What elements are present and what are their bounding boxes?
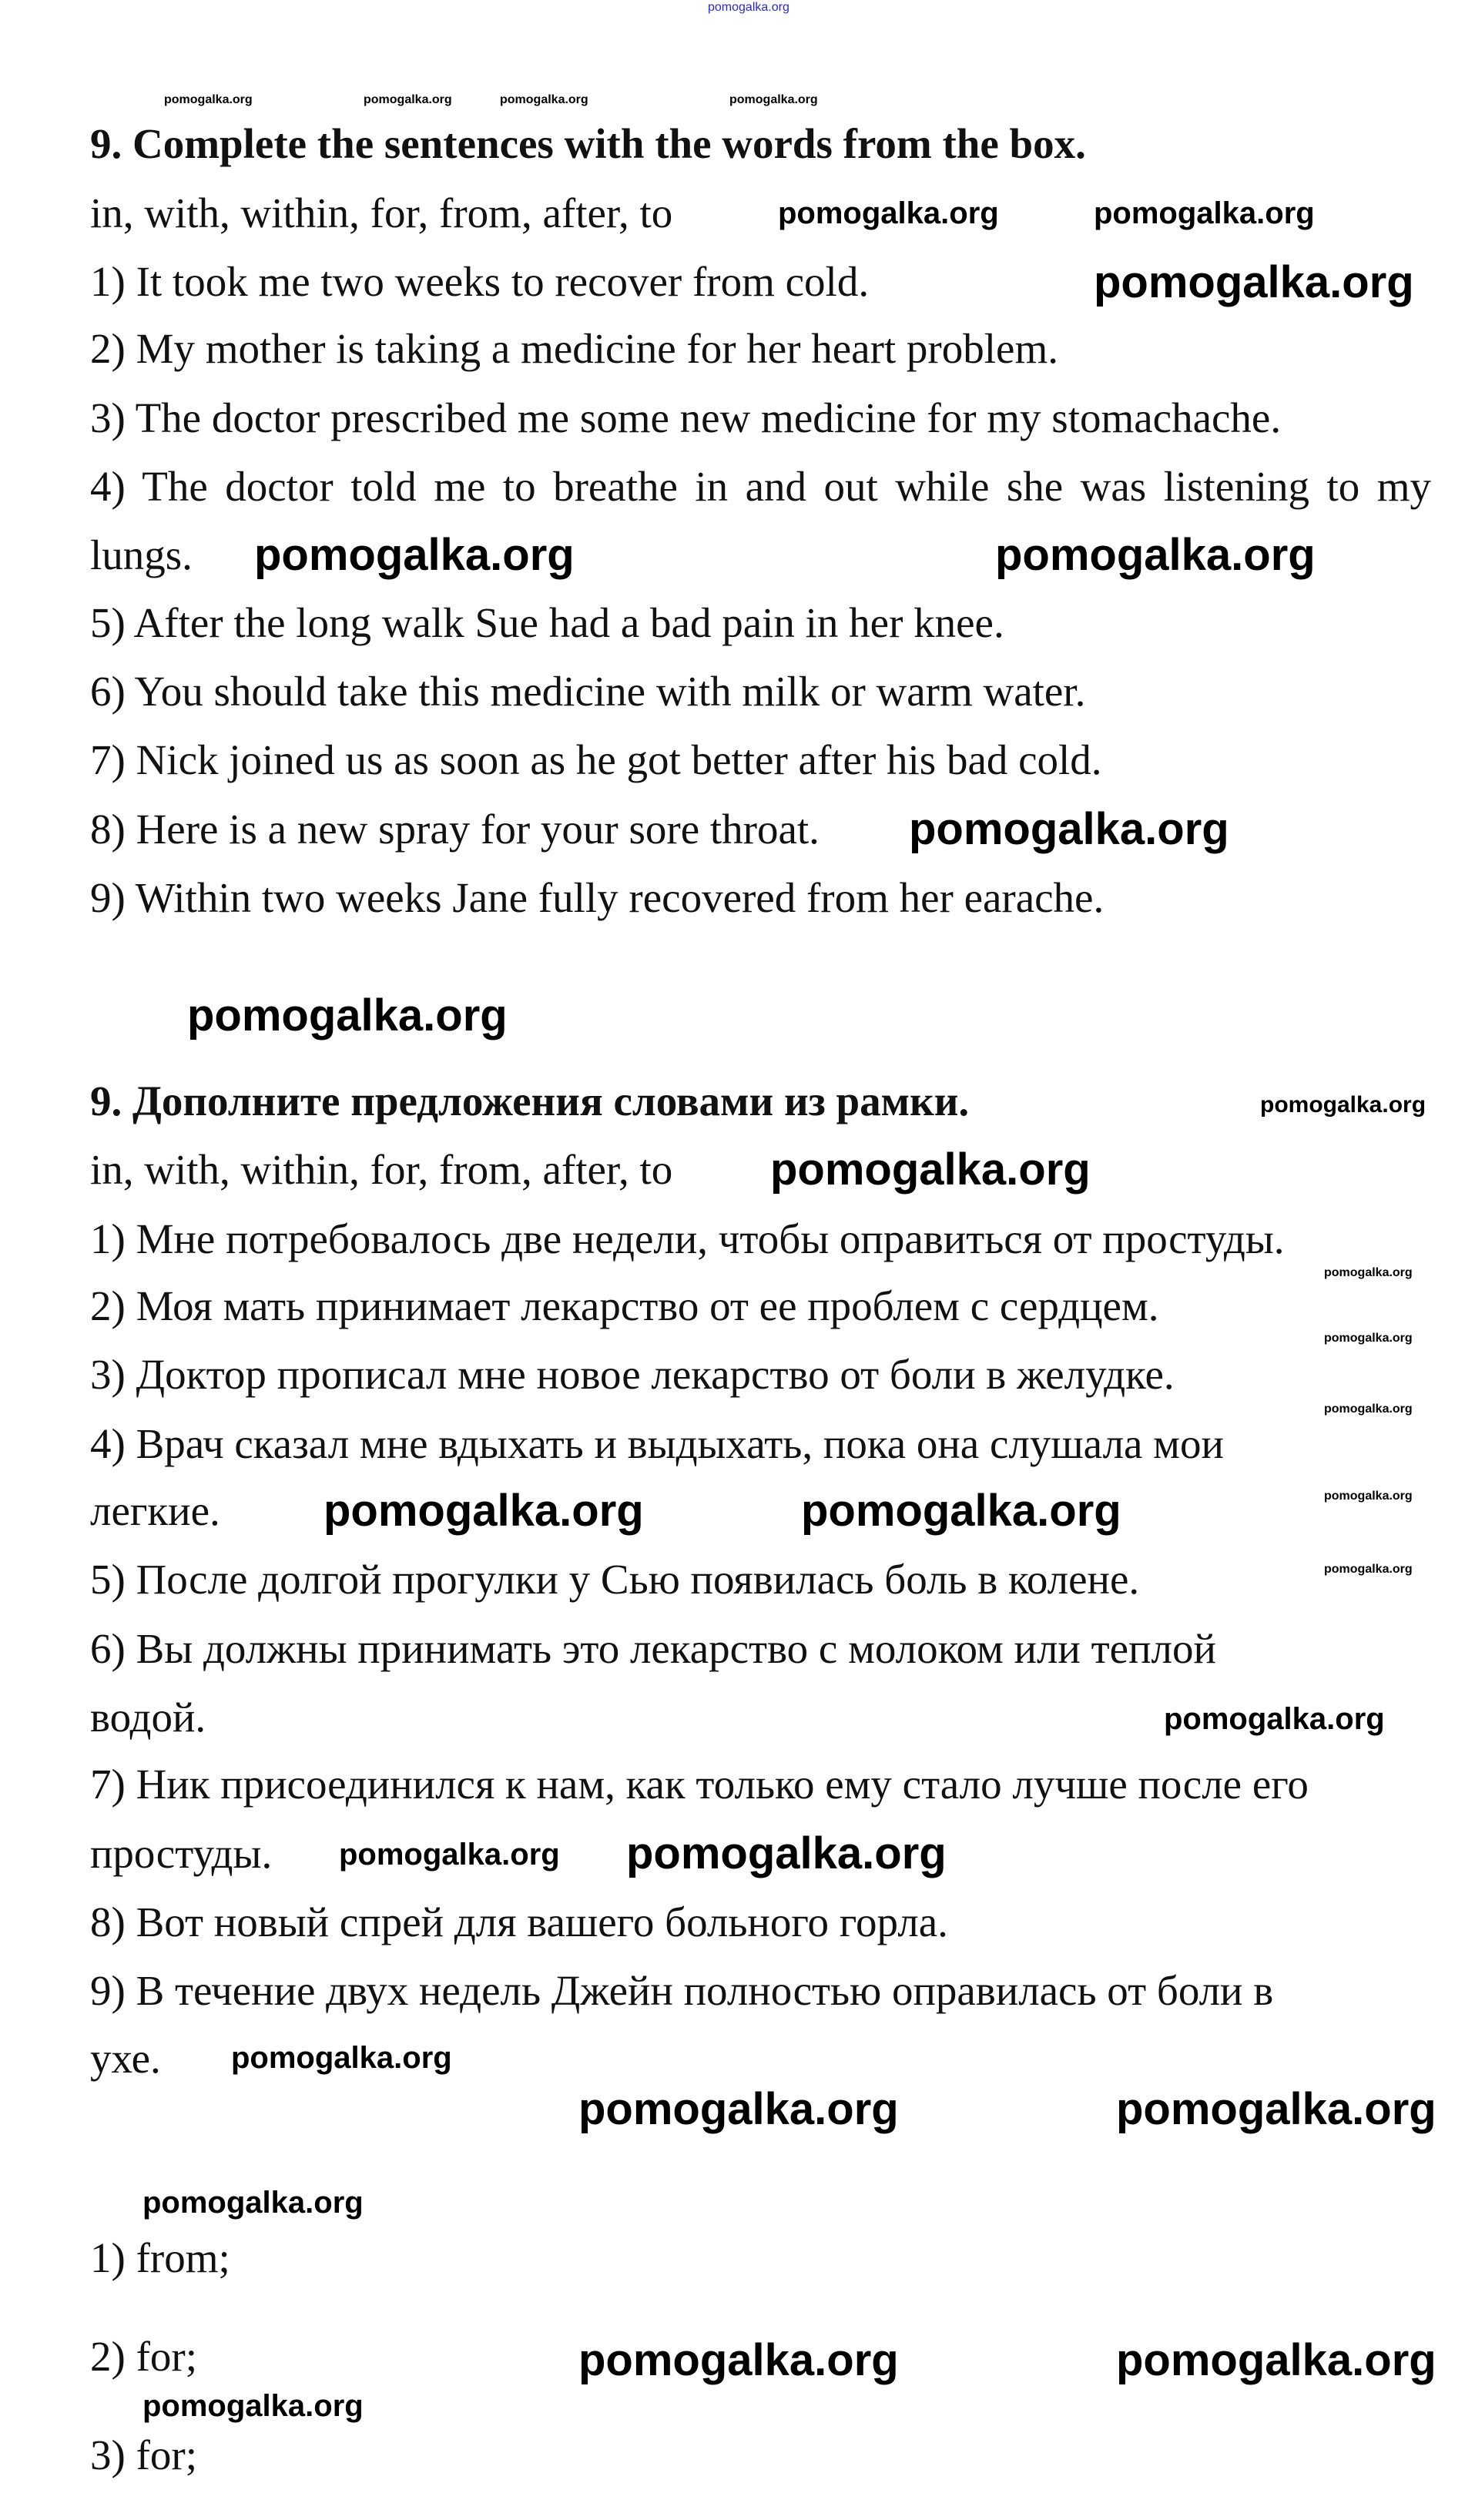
sentence-ru: 9) В течение двух недель Джейн полностью оправилась от боли в — [90, 1967, 1274, 2014]
watermark: pomogalka.org — [578, 2084, 899, 2134]
watermark: pomogalka.org — [1324, 1266, 1413, 1279]
sentence-en: 6) You should take this medicine with milk or warm water. — [90, 668, 1086, 715]
watermark: pomogalka.org — [164, 93, 253, 106]
answer: 2) for; — [90, 2333, 197, 2380]
watermark: pomogalka.org — [142, 2389, 364, 2423]
watermark: pomogalka.org — [778, 196, 999, 230]
sentence-ru: 6) Вы должны принимать это лекарство с молоком или теплой — [90, 1625, 1216, 1672]
sentence-ru: 1) Мне потребовалось две недели, чтобы оправиться от простуды. — [90, 1215, 1285, 1262]
watermark: pomogalka.org — [1116, 2335, 1436, 2385]
word-box-en: in, with, within, for, from, after, to — [90, 189, 673, 236]
sentence-ru: 2) Моя мать принимает лекарство от ее проблем с сердцем. — [90, 1282, 1159, 1329]
sentence-ru: 4) Врач сказал мне вдыхать и выдыхать, пока она слушала мои — [90, 1420, 1224, 1467]
watermark: pomogalka.org — [187, 990, 508, 1041]
watermark: pomogalka.org — [231, 2041, 452, 2075]
watermark-link[interactable]: pomogalka.org — [708, 1, 789, 14]
answer: 3) for; — [90, 2431, 197, 2478]
watermark: pomogalka.org — [254, 530, 575, 580]
watermark: pomogalka.org — [1324, 1490, 1413, 1503]
watermark: pomogalka.org — [339, 1838, 560, 1872]
answer: 1) from; — [90, 2234, 230, 2281]
sentence-ru: 7) Ник присоединился к нам, как только ему стало лучше после его — [90, 1761, 1309, 1808]
word-box-ru: in, with, within, for, from, after, to — [90, 1146, 673, 1193]
sentence-en: 1) It took me two weeks to recover from cold. — [90, 258, 870, 305]
watermark: pomogalka.org — [626, 1828, 947, 1878]
sentence-ru: 3) Доктор прописал мне новое лекарство от боли в желудке. — [90, 1351, 1175, 1398]
sentence-en: 3) The doctor prescribed me some new medicine for my stomachache. — [90, 394, 1282, 441]
watermark: pomogalka.org — [323, 1486, 644, 1536]
exercise-title-en: 9. Complete the sentences with the words from the box. — [90, 120, 1086, 167]
sentence-en: 5) After the long walk Sue had a bad pain in her knee. — [90, 599, 1004, 646]
watermark: pomogalka.org — [801, 1486, 1121, 1536]
watermark: pomogalka.org — [1260, 1092, 1426, 1118]
sentence-en: lungs. — [90, 531, 193, 578]
watermark: pomogalka.org — [1116, 2084, 1436, 2134]
watermark: pomogalka.org — [909, 804, 1229, 854]
sentence-en: 2) My mother is taking a medicine for her heart problem. — [90, 325, 1058, 372]
watermark: pomogalka.org — [1164, 1702, 1385, 1736]
watermark: pomogalka.org — [770, 1144, 1091, 1195]
sentence-ru: 5) После долгой прогулки у Сью появилась боль в колене. — [90, 1556, 1140, 1603]
watermark: pomogalka.org — [1324, 1332, 1413, 1345]
sentence-en: 7) Nick joined us as soon as he got better after his bad cold. — [90, 736, 1102, 783]
watermark: pomogalka.org — [729, 93, 818, 106]
watermark: pomogalka.org — [1094, 196, 1315, 230]
sentence-ru: легкие. — [90, 1487, 220, 1534]
watermark: pomogalka.org — [364, 93, 452, 106]
watermark: pomogalka.org — [1094, 257, 1414, 307]
watermark: pomogalka.org — [500, 93, 588, 106]
watermark: pomogalka.org — [995, 530, 1316, 580]
sentence-en: 4) The doctor told me to breathe in and out while she was listening to my — [90, 463, 1431, 510]
exercise-title-ru: 9. Дополните предложения словами из рамки. — [90, 1077, 970, 1124]
watermark: pomogalka.org — [1324, 1563, 1413, 1576]
watermark: pomogalka.org — [1324, 1402, 1413, 1416]
watermark: pomogalka.org — [578, 2335, 899, 2385]
sentence-ru: простуды. — [90, 1830, 273, 1877]
sentence-ru: 8) Вот новый спрей для вашего больного горла. — [90, 1898, 948, 1945]
watermark: pomogalka.org — [142, 2186, 364, 2220]
sentence-ru: водой. — [90, 1694, 206, 1741]
sentence-en: 8) Here is a new spray for your sore throat. — [90, 806, 820, 853]
sentence-ru: ухе. — [90, 2035, 161, 2082]
sentence-en: 9) Within two weeks Jane fully recovered from her earache. — [90, 874, 1105, 921]
